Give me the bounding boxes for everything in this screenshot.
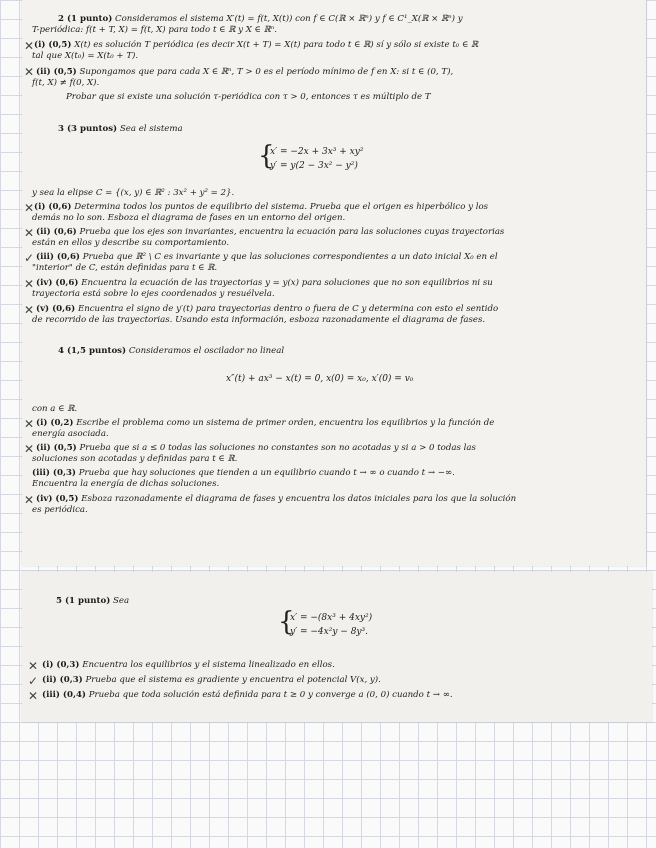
part-label: (iii) (0,4) [42, 690, 87, 700]
part-label: (iv) (0,5) [36, 494, 79, 504]
problem3-equation-2: y′ = y(2 − 3x² − y²) [270, 161, 358, 171]
part-text: Prueba que hay soluciones que tienden a un equilibrio cuando t → ∞ o cuando t → −∞. [78, 468, 455, 478]
handwritten-cross-mark: ✕ [24, 493, 35, 507]
problem3-title: 3 (3 puntos) [58, 124, 118, 134]
handwritten-check-mark: ✓ [24, 251, 35, 265]
part-label: (iii) (0,3) [32, 468, 77, 478]
part-text: X(t) es solución T periódica (es decir X(t + T) = X(t) para todo t ∈ ℝ) sí y sólo si existe t₀ ∈ ℝ [74, 40, 479, 50]
part-label: (i) (0,6) [34, 202, 72, 212]
problem5-part-ii [42, 675, 381, 686]
part-label: (ii) (0,3) [42, 675, 83, 685]
exam-sheet-bottom [22, 572, 652, 722]
problem4-part-i [36, 418, 494, 429]
part-label: (ii) (0,5) [36, 443, 77, 453]
problem4-part-iv [36, 494, 516, 505]
handwritten-cross-mark: ✕ [28, 659, 39, 673]
handwritten-check-mark: ✓ [28, 674, 39, 688]
problem5-title: 5 (1 punto) [56, 596, 111, 606]
problem2-statement: Consideramos el sistema X′(t) = f(t, X(t)) con f ∈ C(ℝ × ℝⁿ) y f ∈ C¹_X(ℝ × ℝⁿ) y [115, 14, 463, 24]
problem3-heading [58, 124, 183, 135]
part-label: (i) (0,5) [34, 40, 72, 50]
part-text: Encuentra los equilibrios y el sistema linealizado en ellos. [82, 660, 335, 670]
exam-sheet-top [22, 0, 646, 566]
handwritten-cross-mark: ✕ [24, 442, 35, 456]
part-label: (ii) (0,6) [36, 227, 77, 237]
problem4-condition: con a ∈ ℝ. [32, 404, 78, 414]
handwritten-cross-mark: ✕ [24, 277, 35, 291]
problem2-part-ii-cont: f(t, X) ≠ f(0, X). [32, 78, 100, 88]
part-text: Prueba que el sistema es gradiente y encuentra el potencial V(x, y). [85, 675, 381, 685]
problem3-part-iii [36, 252, 498, 263]
problem4-part-iv-cont: es periódica. [32, 505, 88, 515]
problem5-part-iii [42, 690, 453, 701]
part-text: Prueba que toda solución está definida para t ≥ 0 y converge a (0, 0) cuando t → ∞. [88, 690, 453, 700]
part-text: Esboza razonadamente el diagrama de fases y encuentra los datos iniciales para los que la solución [81, 494, 517, 504]
part-label: (i) (0,3) [42, 660, 80, 670]
problem3-part-i [34, 202, 488, 213]
problem2-part-i [34, 40, 478, 51]
part-text: Escribe el problema como un sistema de primer orden, encuentra los equilibrios y la función de [76, 418, 495, 428]
system-brace: { [278, 607, 295, 637]
handwritten-cross-mark: ✕ [28, 689, 39, 703]
problem4-intro: Consideramos el oscilador no lineal [128, 346, 285, 356]
problem4-part-iii [32, 468, 455, 479]
part-label: (ii) (0,5) [36, 67, 77, 77]
part-text: Encuentra la ecuación de las trayectorias y = y(x) para soluciones que no son equilibrios ni su [81, 278, 493, 288]
problem4-part-ii [36, 443, 476, 454]
problem3-part-iv [36, 278, 493, 289]
problem4-part-i-cont: energía asociada. [32, 429, 109, 439]
problem2-title: 2 (1 punto) [58, 14, 113, 24]
problem3-equation-1: x′ = −2x + 3x³ + xy² [270, 147, 364, 157]
problem4-part-ii-cont: soluciones son acotadas y definidas para t ∈ ℝ. [32, 454, 238, 464]
problem3-part-ii-cont: están en ellos y describe su comportamiento. [32, 238, 230, 248]
problem3-ellipse: y sea la elipse C = {(x, y) ∈ ℝ² : 3x² + y² = 2}. [32, 188, 235, 198]
part-text: Determina todos los puntos de equilibrio del sistema. Prueba que el origen es hiperbólico y los [74, 202, 489, 212]
problem5-part-i [42, 660, 335, 671]
handwritten-cross-mark: ✕ [24, 417, 35, 431]
problem5-equation-1: x′ = −(8x³ + 4xy²) [290, 613, 373, 623]
problem3-part-i-cont: demás no lo son. Esboza el diagrama de fases en un entorno del origen. [32, 213, 346, 223]
system-brace: { [258, 141, 275, 171]
problem2-part-i-cont: tal que X(t₀) = X(t₀ + T). [32, 51, 139, 61]
problem3-part-iv-cont: trayectoria está sobre lo ejes coordenados y resuélvela. [32, 289, 275, 299]
part-text: Prueba que ℝ² \ C es invariante y que las soluciones correspondientes a un dato inicial X₀ en el [82, 252, 498, 262]
problem3-intro: Sea el sistema [119, 124, 183, 134]
problem5-intro: Sea [113, 596, 130, 606]
part-text: Encuentra el signo de y′(t) para trayectorias dentro o fuera de C y determina con esto el sentido [77, 304, 499, 314]
problem5-equation-2: y′ = −4x²y − 8y³. [290, 627, 368, 637]
problem4-equation: x″(t) + ax³ − x(t) = 0, x(0) = x₀, x′(0) = v₀ [226, 374, 414, 384]
problem3-part-v [36, 304, 498, 315]
problem4-title: 4 (1,5 puntos) [58, 346, 127, 356]
problem3-part-iii-cont: "interior" de C, están definidas para t ∈ ℝ. [32, 263, 218, 273]
part-label: (iv) (0,6) [36, 278, 79, 288]
part-label: (v) (0,6) [36, 304, 76, 314]
problem4-part-iii-cont: Encuentra la energía de dichas soluciones. [32, 479, 220, 489]
problem2-line2: T-periódica: f(t + T, X) = f(t, X) para todo t ∈ ℝ y X ∈ ℝⁿ. [32, 25, 277, 35]
part-label: (iii) (0,6) [36, 252, 81, 262]
problem2-line1 [58, 14, 463, 25]
problem3-part-ii [36, 227, 504, 238]
handwritten-cross-mark: ✕ [24, 226, 35, 240]
problem3-part-v-cont: de recorrido de las trayectorias. Usando esta información, esboza razonadamente el diagrama de fases. [32, 315, 486, 325]
problem2-part-ii [36, 67, 453, 78]
part-text: Supongamos que para cada X ∈ ℝⁿ, T > 0 es el período mínimo de f en X: si t ∈ (0, T), [79, 67, 454, 77]
problem5-heading [56, 596, 129, 607]
handwritten-cross-mark: ✕ [24, 65, 35, 79]
handwritten-cross-mark: ✕ [24, 39, 35, 53]
part-label: (i) (0,2) [36, 418, 74, 428]
handwritten-cross-mark: ✕ [24, 303, 35, 317]
problem4-heading [58, 346, 284, 357]
problem2-part-ii-claim: Probar que si existe una solución τ-periódica con τ > 0, entonces τ es múltiplo de T [66, 92, 431, 102]
part-text: Prueba que si a ≤ 0 todas las soluciones no constantes son no acotadas y si a > 0 todas las [79, 443, 476, 453]
part-text: Prueba que los ejes son invariantes, encuentra la ecuación para las soluciones cuyas trayectorias [79, 227, 505, 237]
handwritten-cross-mark: ✕ [24, 201, 35, 215]
